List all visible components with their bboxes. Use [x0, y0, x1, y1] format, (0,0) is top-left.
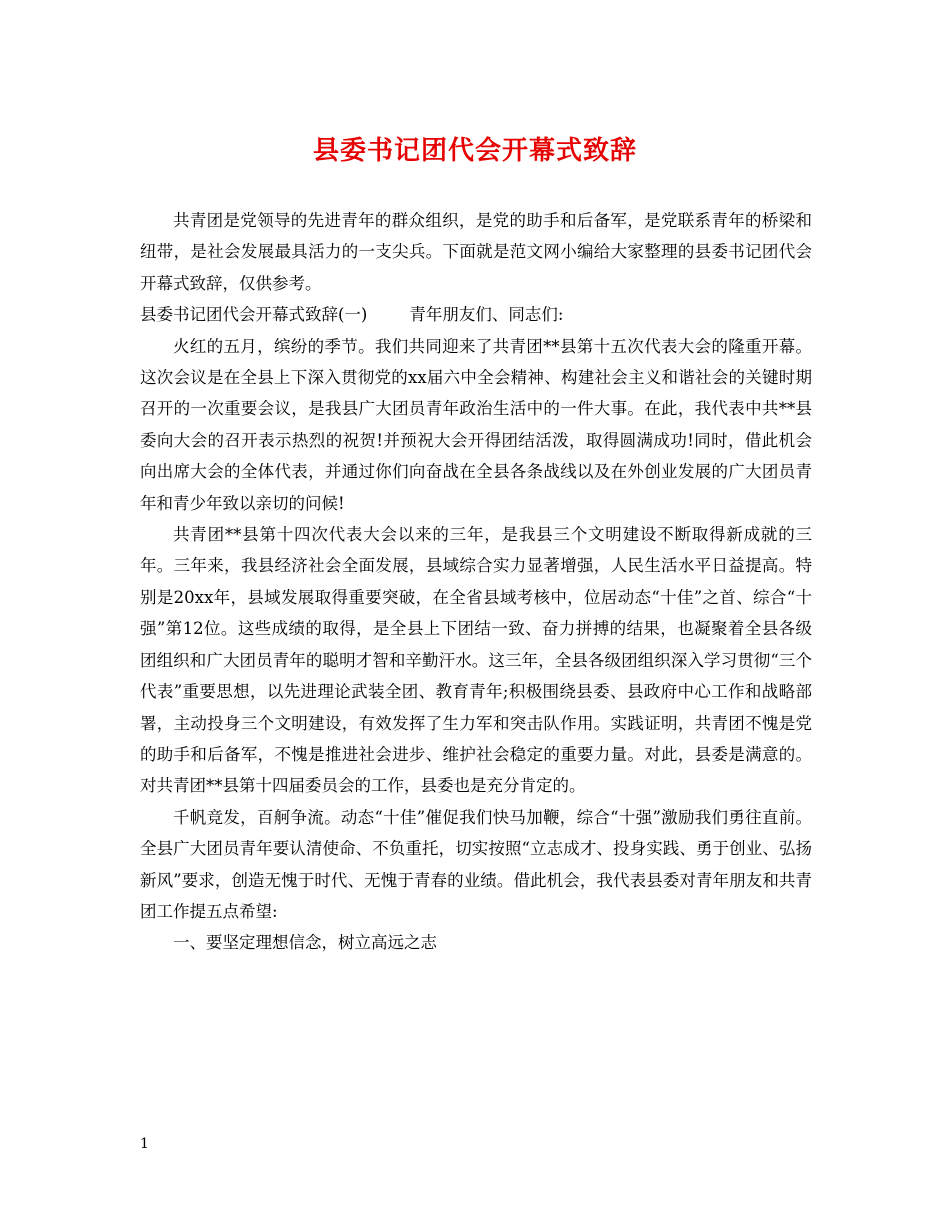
- page-number: 1: [140, 1136, 149, 1152]
- section-heading: 县委书记团代会开幕式致辞(一): [140, 305, 368, 325]
- intro-paragraph: 共青团是党领导的先进青年的群众组织，是党的助手和后备军，是党联系青年的桥梁和纽带，是社会发展最具活力的一支尖兵。下面就是范文网小编给大家整理的县委书记团代会开幕式致辞，仅供参考。: [140, 211, 812, 293]
- salutation: 青年朋友们、同志们:: [409, 305, 564, 325]
- section-heading-line: [140, 299, 812, 330]
- body-paragraph-1: 火红的五月，缤纷的季节。我们共同迎来了共青团**县第十五次代表大会的隆重开幕。这次会议是在全县上下深入贯彻党的xx届六中全会精神、构建社会主义和谐社会的关键时期召开的一次重要会议，是我县广大团员青年政治生活中的一件大事。在此，我代表中共**县委向大会的召开表示热烈的祝贺!并预祝大会开得团结活泼，取得圆满成功!同时，借此机会向出席大会的全体代表，并通过你们向奋战在全县各条战线以及在外创业发展的广大团员青年和青少年致以亲切的问候!: [140, 336, 812, 513]
- document-title: 县委书记团代会开幕式致辞: [312, 136, 637, 166]
- body-paragraph-4: 一、要坚定理想信念，树立高远之志: [173, 933, 437, 953]
- body-paragraph-2: 共青团**县第十四次代表大会以来的三年，是我县三个文明建设不断取得新成就的三年。三年来，我县经济社会全面发展，县域综合实力显著增强，人民生活水平日益提高。特别是20xx年，县域发展取得重要突破，在全省县域考核中，位居动态“十佳”之首、综合“十强”第12位。这些成绩的取得，是全县上下团结一致、奋力拼搏的结果，也凝聚着全县各级团组织和广大团员青年的聪明才智和辛勤汗水。这三年，全县各级团组织深入学习贯彻“三个代表”重要思想，以先进理论武装全团、教育青年;积极围绕县委、县政府中心工作和战略部署，主动投身三个文明建设，有效发挥了生力军和突击队作用。实践证明，共青团不愧是党的助手和后备军，不愧是推进社会进步、维护社会稳定的重要力量。对此，县委是满意的。对共青团**县第十四届委员会的工作，县委也是充分肯定的。: [140, 525, 812, 796]
- body-paragraph-3: 千帆竞发，百舸争流。动态“十佳”催促我们快马加鞭，综合“十强”激励我们勇往直前。全县广大团员青年要认清使命、不负重托，切实按照“立志成才、投身实践、勇于创业、弘扬新风”要求，创造无愧于时代、无愧于青春的业绩。借此机会，我代表县委对青年朋友和共青团工作提五点希望:: [140, 807, 812, 921]
- document-body: [140, 205, 812, 959]
